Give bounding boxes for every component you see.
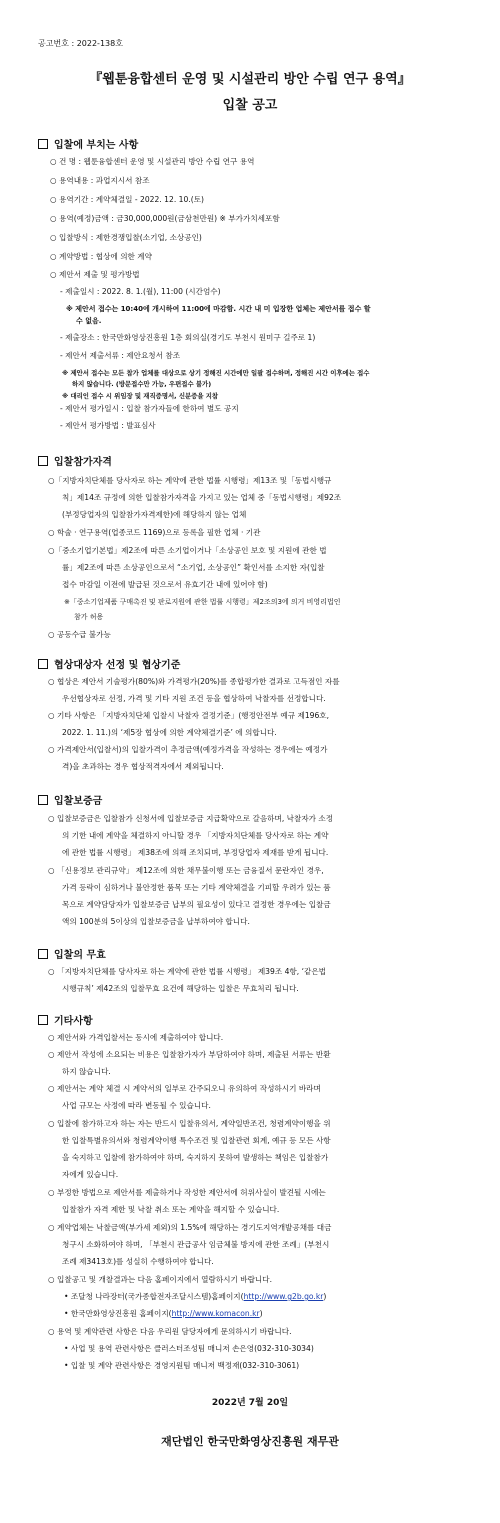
deposit-line: 목으로 계약담당자가 입찰보증금 납부의 필요성이 있다고 결정한 경우에는 입찰금 xyxy=(62,900,331,909)
deposit-line: ○ 입찰보증금은 입찰참가 신청서에 입찰보증금 지급확약으로 갈음하며, 낙찰자가 소정 xyxy=(48,814,334,823)
negotiation-line: 격)을 초과하는 경우 협상적격자에서 제외됩니다. xyxy=(62,762,224,771)
others-line: 한 입찰특별유의서와 청렴계약이행 특수조건 및 입찰관련 회계, 예규 등 모든 사항 xyxy=(62,1136,331,1145)
bid-line: ○ 제안서 제출 및 평가방법 xyxy=(50,270,140,279)
square-bullet-icon xyxy=(38,659,48,669)
deposit-line: 가격 등락이 심하거나 불안정한 품목 또는 기타 계약체결을 기피할 우려가 있는 품 xyxy=(62,883,331,892)
square-bullet-icon xyxy=(38,795,48,805)
eligibility-line: ○「지방자치단체를 당사자로 하는 계약에 관한 법률 시행령」제13조 및「동법시행규 xyxy=(48,476,332,485)
eligibility-note: ※「중소기업제품 구매촉진 및 판로지원에 관한 법률 시행령」제2조의3에 의거 비영리법인 xyxy=(64,598,341,606)
bid-note: ※ 제안서 접수는 모든 참가 업체를 대상으로 상기 정해진 시간에만 일괄 접수하며, 정해진 시간 이후에는 접수 xyxy=(62,369,370,377)
bid-line: ○ 계약방법 : 협상에 의한 계약 xyxy=(50,252,152,261)
eligibility-line: ○ 학술 · 연구용역(업종코드 1169)으로 등록을 필한 업체 · 기관 xyxy=(48,528,261,537)
section-heading-deposit: 입찰보증금 xyxy=(38,792,102,807)
notice-date: 2022년 7월 20일 xyxy=(211,1398,289,1408)
square-bullet-icon xyxy=(38,456,48,466)
eligibility-line: 칙」제14조 규정에 의한 입찰참가자격을 가지고 있는 업체 중「동법시행령」제92조 xyxy=(62,493,342,502)
bid-line: - 제출일시 : 2022. 8. 1.(월), 11:00 (시간엄수) xyxy=(60,287,221,296)
bid-line: - 제안서 평가일시 : 입찰 참가자들에 한하여 별도 공지 xyxy=(60,404,239,413)
bid-line: ○ 용역기간 : 계약체결일 - 2022. 12. 10.(토) xyxy=(50,195,204,204)
negotiation-line: ○ 기타 사항은 「지방자치단체 입찰시 낙찰자 결정기준」(행정안전부 예규 제196호, xyxy=(48,711,330,720)
bid-line: - 제안서 제출서류 : 제안요청서 참조 xyxy=(60,351,181,360)
invalidity-line: ○ 「지방자치단체를 당사자로 하는 계약에 관한 법률 시행령」 제39조 4항, ‘같은법 xyxy=(48,967,327,976)
eligibility-note: 참가 허용 xyxy=(74,613,104,621)
bid-line: - 제안서 평가방법 : 발표심사 xyxy=(60,421,156,430)
contact-line: • 사업 및 용역 관련사항은 클러스터조성팀 매니저 손은영(032-310-3034) xyxy=(64,1344,314,1353)
bid-line: ○ 용역내용 : 과업지시서 참조 xyxy=(50,176,150,185)
square-bullet-icon xyxy=(38,139,48,149)
section-heading-eligibility: 입찰참가자격 xyxy=(38,453,112,468)
notice-number: 공고번호 : 2022-138호 xyxy=(38,39,123,48)
invalidity-line: 시행규칙’ 제42조의 입찰무효 요건에 해당하는 입찰은 무효처리 됩니다. xyxy=(62,984,299,993)
square-bullet-icon xyxy=(38,1015,48,1025)
komacon-link[interactable]: http://www.komacon.kr xyxy=(171,1309,260,1318)
others-line: ○ 제안서 작성에 소요되는 비용은 입찰참가자가 부담하여야 하며, 제출된 서류는 반환 xyxy=(48,1050,331,1059)
others-line: ○ 부정한 방법으로 제안서를 제출하거나 작성한 제안서에 허위사실이 발견될 시에는 xyxy=(48,1188,326,1197)
others-line: 조례 제3413호)를 성실히 수행하여야 합니다. xyxy=(62,1257,214,1266)
contact-line: • 입찰 및 계약 관련사항은 경영지원팀 매니저 백정재(032-310-3061) xyxy=(64,1361,300,1370)
square-bullet-icon xyxy=(38,949,48,959)
others-line: 을 숙지하고 입찰에 참가하여야 하며, 숙지하지 못하여 발생하는 책임은 입찰참가 xyxy=(62,1153,329,1162)
negotiation-line: 우선협상자로 선정, 가격 및 기타 지원 조건 등을 협상하여 낙찰자를 선정합니다. xyxy=(62,694,326,703)
others-line: 사업 규모는 사정에 따라 변동될 수 있습니다. xyxy=(62,1101,211,1110)
others-line: 자에게 있습니다. xyxy=(62,1170,119,1179)
eligibility-line: 접수 마감일 이전에 발급된 것으로서 유효기간 내에 있어야 함) xyxy=(62,580,268,589)
eligibility-line: ○「중소기업기본법」제2조에 따른 소기업이거나「소상공인 보호 및 지원에 관한 법 xyxy=(48,546,327,555)
negotiation-line: ○ 가격제안서(입찰서)의 입찰가격이 추정금액(예정가격을 작성하는 경우에는 예정가 xyxy=(48,745,328,754)
others-line: 입찰참가 자격 제한 및 낙찰 취소 또는 계약을 해지할 수 있습니다. xyxy=(62,1205,280,1214)
bid-note: ※ 제안서 접수는 10:40에 개시하여 11:00에 마감함. 시간 내 미 입장한 업체는 제안서를 접수 할 xyxy=(66,305,371,313)
others-line: 하지 않습니다. xyxy=(62,1067,111,1076)
negotiation-line: 2022. 1. 11.)의 ‘제5장 협상에 의한 계약체결기준’ 에 의합니다. xyxy=(62,728,277,737)
g2b-link-line: • 조달청 나라장터(국가종합전자조달시스템)홈페이지(http://www.g2b.go.kr) xyxy=(64,1292,327,1301)
section-heading-negotiation: 협상대상자 선정 및 협상기준 xyxy=(38,656,180,671)
g2b-link[interactable]: http://www.g2b.go.kr xyxy=(243,1292,324,1301)
others-line: ○ 제안서는 계약 체결 시 계약서의 일부로 간주되오니 유의하여 작성하시기 바라며 xyxy=(48,1084,321,1093)
bid-line: ○ 용역(예정)금액 : 금30,000,000원(금삼천만원) ※ 부가가치세포함 xyxy=(50,214,280,223)
notice-title: 『웹툰융합센터 운영 및 시설관리 방안 수립 연구 용역』 xyxy=(89,72,411,87)
bid-note: 수 없음. xyxy=(76,317,102,325)
deposit-line: 의 기한 내에 계약을 체결하지 아니할 경우 「지방자치단체를 당사자로 하는 계약 xyxy=(62,831,329,840)
section-heading-others: 기타사항 xyxy=(38,1012,93,1027)
negotiation-line: ○ 협상은 제안서 기술평가(80%)와 가격평가(20%)를 종합평가한 결과로 고득점인 자를 xyxy=(48,677,340,686)
deposit-line: ○ 「신용정보 관리규약」 제12조에 의한 채무불이행 또는 금융질서 문란자인 경우, xyxy=(48,866,324,875)
others-line: ○ 용역 및 계약관련 사항은 다음 우리원 담당자에게 문의하시기 바랍니다. xyxy=(48,1327,292,1336)
notice-subtitle: 입찰 공고 xyxy=(222,98,278,113)
komacon-link-line: • 한국만화영상진흥원 홈페이지(http://www.komacon.kr) xyxy=(64,1309,263,1318)
others-line: ○ 제안서와 가격입찰서는 동시에 제출하여야 합니다. xyxy=(48,1033,224,1042)
bid-line: - 제출장소 : 한국만화영상진흥원 1층 회의실(경기도 부천시 원미구 길주로 1) xyxy=(60,333,316,342)
eligibility-line: 률」제2조에 따른 소상공인으로서 “소기업, 소상공인” 확인서를 소지한 자(입찰 xyxy=(62,563,325,572)
eligibility-line: (부정당업자의 입찰참가자격제한)에 해당하지 않는 업체 xyxy=(62,510,247,519)
bid-note: ※ 대리인 접수 시 위임장 및 재직증명서, 신분증을 지참 xyxy=(62,392,219,400)
others-line: ○ 입찰에 참가하고자 하는 자는 반드시 입찰유의서, 계약일반조건, 청렴계약이행을 위 xyxy=(48,1119,331,1128)
bid-line: ○ 건 명 : 웹툰융합센터 운영 및 시설관리 방안 수립 연구 용역 xyxy=(50,157,255,166)
deposit-line: 에 관한 법률 시행령」 제38조에 의해 조치되며, 부정당업자 제재를 받게 됩니다. xyxy=(62,848,329,857)
section-heading-invalidity: 입찰의 무효 xyxy=(38,946,106,961)
bid-line: ○ 입찰방식 : 제한경쟁입찰(소기업, 소상공인) xyxy=(50,233,202,242)
deposit-line: 액의 100분의 5이상의 입찰보증금을 납부하여야 합니다. xyxy=(62,917,250,926)
eligibility-line: ○ 공동수급 불가능 xyxy=(48,630,111,639)
issuing-organization: 재단법인 한국만화영상진흥원 재무관 xyxy=(161,1435,339,1448)
others-line: ○ 입찰공고 및 개찰결과는 다음 홈페이지에서 열람하시기 바랍니다. xyxy=(48,1275,272,1284)
others-line: ○ 계약업체는 낙찰금액(부가세 제외)의 1.5%에 해당하는 경기도지역개발공채를 대금 xyxy=(48,1223,332,1232)
others-line: 청구시 소화하여야 하며, 「부천시 관급공사 임금체불 방지에 관한 조례」(부천시 xyxy=(62,1240,330,1249)
bid-note: 하지 않습니다. (방문접수만 가능, 우편접수 불가) xyxy=(72,380,212,388)
section-heading-bid-items: 입찰에 부치는 사항 xyxy=(38,136,138,151)
